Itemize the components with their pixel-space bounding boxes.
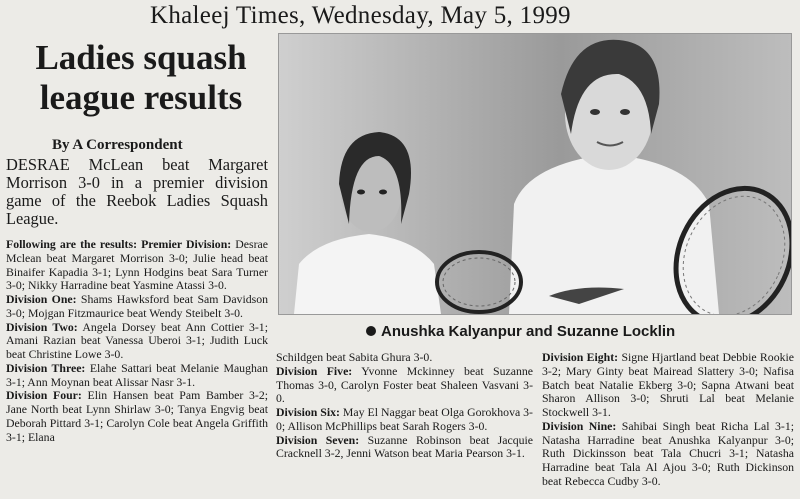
byline: By A Correspondent: [52, 137, 183, 153]
division-two-text: Angela Dorsey beat Ann Cottier 3-1; Amani Razian beat Vanessa Uberoi 3-1; Judith Luck beat Christine Lowe 3-0.: [6, 319, 268, 361]
division-eight-results: [542, 351, 794, 420]
division-six-results: [276, 406, 533, 434]
bullet-icon: [366, 326, 376, 336]
premier-division-text: Desrae Mclean beat Margaret Morrison 3-0; Julie head beat Binaifer Kapadia 3-1; Lynn Hodgins beat Sara Turner 3-0; Nikky Harradine beat Yasmine Atassi 3-0.: [6, 237, 268, 293]
results-column-2: [276, 351, 533, 461]
division-five-results: [276, 365, 533, 406]
division-six-text: May El Naggar beat Olga Gorokhova 3-0; Allison McPhillips beat Sarah Rogers 3-0.: [276, 405, 533, 433]
news-photo: [278, 33, 792, 315]
photo-caption: [366, 323, 675, 340]
division-three-text: Elahe Sattari beat Melanie Maughan 3-1; Ann Moynan beat Alissar Nasr 3-1.: [6, 360, 269, 389]
division-five-label: Division Five:: [276, 363, 353, 378]
division-nine-text: Sahibai Singh beat Richa Lal 3-1; Natasha Harradine beat Anushka Kalyanpur 3-0; Ruth Dickinsson beat Tala Chucri 3-1; Natasha Harradine beat Tala Al Ajou 3-0; Ruth Dickinson beat Rebecca Cudby 3-0.: [542, 418, 794, 488]
division-four-continued: [276, 351, 533, 365]
division-nine-label: Division Nine:: [542, 418, 617, 433]
division-four-label: Division Four:: [6, 388, 82, 403]
division-five-text: Yvonne Mckinney beat Suzanne Thomas 3-0, Carolyn Foster beat Shaleen Vasvani 3-0.: [276, 363, 534, 406]
lead-paragraph: DESRAE McLean beat Margaret Morrison 3-0 in a premier division game of the Reebok Ladies Squash League.: [6, 155, 268, 228]
division-six-label: Division Six:: [276, 405, 340, 419]
headline-line-2: league results: [39, 78, 243, 117]
premier-division-results: [6, 238, 268, 293]
division-one-results: [6, 293, 268, 321]
division-nine-results: [542, 420, 794, 489]
division-seven-label: Division Seven:: [276, 432, 360, 447]
photo-caption-text: Anushka Kalyanpur and Suzanne Locklin: [381, 323, 676, 340]
division-three-results: [6, 362, 268, 390]
division-four-results: [6, 389, 268, 444]
division-one-label: Division One:: [6, 292, 77, 306]
headline: [10, 38, 272, 118]
division-four-text-part-2: Schildgen beat Sabita Ghura 3-0.: [276, 350, 433, 364]
division-two-label: Division Two:: [6, 319, 78, 334]
results-intro-label: Following are the results: Premier Division:: [6, 237, 232, 251]
division-two-results: [6, 321, 268, 362]
division-seven-text: Suzanne Robinson beat Jacquie Cracknell 3-2, Jenni Watson beat Maria Pearson 3-1.: [276, 432, 534, 461]
division-one-text: Shams Hawksford beat Sam Davidson 3-0; Mojgan Fitzmaurice beat Wendy Steibelt 3-0.: [6, 292, 269, 320]
results-column-1: [6, 238, 268, 444]
division-three-label: Division Three:: [6, 360, 86, 375]
photo-illustration: [279, 34, 791, 314]
masthead: Khaleej Times, Wednesday, May 5, 1999: [150, 2, 571, 29]
headline-line-1: Ladies squash: [35, 38, 247, 77]
division-four-text-part-1: Elin Hansen beat Pam Bamber 3-2; Jane North beat Lynn Shirlaw 3-0; Tanya Engvig beat Deborah Pittard 3-1; Carolyn Cole beat Angela Griffith 3-1; Elana: [6, 388, 268, 444]
division-eight-text: Signe Hjartland beat Debbie Rookie 3-2; Mary Ginty beat Mairead Slattery 3-0; Nafisa Batch beat Natalie Ekberg 3-0; Sapna Atwani beat Sharon Allison 3-0; Shruti Lal beat Melanie Stockwell 3-1.: [542, 350, 795, 419]
division-eight-label: Division Eight:: [542, 350, 619, 364]
division-seven-results: [276, 434, 533, 462]
results-column-3: [542, 351, 794, 489]
